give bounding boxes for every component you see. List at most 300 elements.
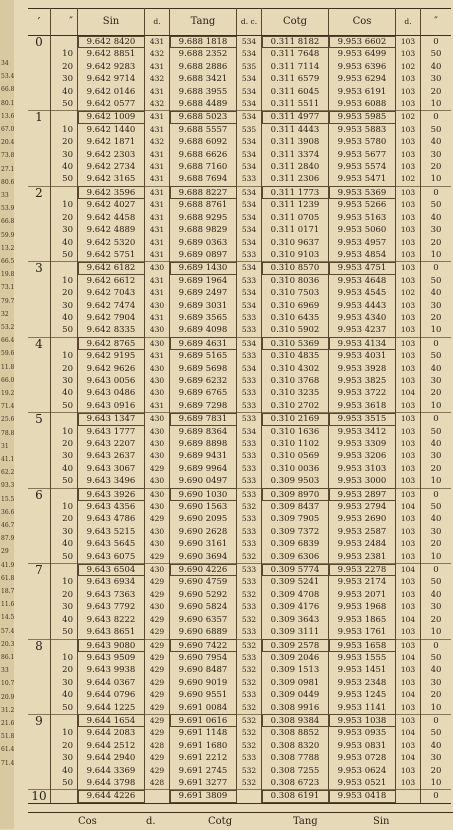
left-margin-strip xyxy=(0,0,14,829)
header-cotg: Cotg xyxy=(262,9,329,36)
row-cotg: 0.310 0036 xyxy=(262,463,329,475)
row-minute xyxy=(28,689,51,701)
row-cos: 9.953 2278 xyxy=(329,564,396,577)
row-d-sin: 429 xyxy=(145,765,170,777)
row-d-sin: 429 xyxy=(145,752,170,764)
row-right-seconds: 10 xyxy=(430,400,442,411)
row-seconds: 50 xyxy=(51,324,78,337)
row-d-sin: 429 xyxy=(145,689,170,701)
margin-fragment: 31 xyxy=(1,442,9,450)
row-minute: 3 xyxy=(28,262,51,275)
row-right-seconds: 50 xyxy=(430,728,442,739)
margin-fragment: 46.7 xyxy=(1,522,15,529)
row-sin: 9.642 4458 xyxy=(78,212,145,224)
table-row xyxy=(28,777,451,790)
row-cos: 9.953 0935 xyxy=(329,727,396,739)
margin-fragment: 80.1 xyxy=(1,99,15,107)
table-row xyxy=(28,526,451,538)
row-d-cos: 103 xyxy=(396,714,421,727)
margin-fragment: 53.9 xyxy=(1,205,15,213)
row-minute xyxy=(28,173,51,186)
row-sin: 9.642 1440 xyxy=(78,124,145,136)
row-dc: 534 xyxy=(237,199,262,211)
row-d-cos: 103 xyxy=(396,324,421,337)
row-tang: 9.689 6232 xyxy=(170,375,237,387)
row-cos: 9.953 3825 xyxy=(329,375,396,387)
row-cos: 9.953 5780 xyxy=(329,136,396,148)
row-minute xyxy=(28,702,51,715)
row-tang: 9.688 1818 xyxy=(170,36,237,49)
row-tang: 9.690 3161 xyxy=(170,538,237,550)
row-cotg: 0.309 8970 xyxy=(262,488,329,501)
table-row xyxy=(28,475,451,488)
row-d-sin: 430 xyxy=(145,300,170,312)
row-d-sin: 430 xyxy=(145,363,170,375)
row-d-cos: 104 xyxy=(396,564,421,577)
row-seconds: 50 xyxy=(51,551,78,564)
row-cotg: 0.310 4302 xyxy=(262,363,329,375)
row-d-sin: 430 xyxy=(145,501,170,513)
row-d-cos: 102 xyxy=(396,111,421,124)
row-d-cos: 103 xyxy=(396,639,421,652)
table-row xyxy=(28,324,451,337)
row-cotg: 0.311 1773 xyxy=(262,186,329,199)
row-d-cos: 103 xyxy=(396,124,421,136)
row-tang: 9.688 9829 xyxy=(170,224,237,236)
row-cotg: 0.310 3235 xyxy=(262,387,329,399)
table-row xyxy=(28,161,451,173)
margin-fragment: 13.2 xyxy=(1,244,15,252)
row-minute xyxy=(28,387,51,399)
margin-fragment: 33 xyxy=(1,192,9,199)
row-right-seconds: 0 xyxy=(421,714,452,727)
row-sin: 9.644 1654 xyxy=(78,714,145,727)
row-minute xyxy=(28,426,51,438)
row-sin: 9.643 8651 xyxy=(78,626,145,639)
row-cotg: 0.311 3908 xyxy=(262,136,329,148)
row-sin: 9.642 9283 xyxy=(78,61,145,73)
row-d-cos xyxy=(396,790,421,803)
row-dc: 532 xyxy=(237,551,262,564)
row-sin: 9.643 2207 xyxy=(78,438,145,450)
row-cos: 9.953 4134 xyxy=(329,337,396,350)
row-right-seconds: 40 xyxy=(430,137,442,148)
row-minute xyxy=(28,249,51,262)
row-cotg: 0.308 7255 xyxy=(262,765,329,777)
row-minute: 10 xyxy=(28,790,51,803)
row-tang: 9.689 4098 xyxy=(170,324,237,337)
table-row xyxy=(28,400,451,413)
row-right-seconds: 30 xyxy=(430,149,442,160)
row-right-seconds: 40 xyxy=(430,665,442,676)
row-cotg: 0.311 0705 xyxy=(262,212,329,224)
row-cotg: 0.311 4977 xyxy=(262,111,329,124)
table-row xyxy=(28,86,451,98)
row-d-cos: 103 xyxy=(396,702,421,715)
row-right-seconds: 50 xyxy=(430,577,442,588)
row-cotg: 0.311 0171 xyxy=(262,224,329,236)
margin-fragment: 79.7 xyxy=(1,297,15,305)
row-cos: 9.953 4237 xyxy=(329,324,396,337)
row-right-seconds: 20 xyxy=(430,539,442,550)
row-d-cos: 104 xyxy=(396,387,421,399)
row-dc: 532 xyxy=(237,777,262,790)
row-d-cos: 103 xyxy=(396,249,421,262)
row-minute xyxy=(28,287,51,299)
row-cotg: 0.310 6969 xyxy=(262,300,329,312)
row-sin: 9.643 9509 xyxy=(78,652,145,664)
row-right-seconds: 0 xyxy=(421,639,452,652)
row-cotg: 0.308 6191 xyxy=(262,790,329,803)
row-cos: 9.953 5677 xyxy=(329,149,396,161)
row-d-sin: 431 xyxy=(145,61,170,73)
margin-fragment: 19.2 xyxy=(1,390,15,397)
margin-fragment: 71.4 xyxy=(1,403,15,411)
table-row xyxy=(28,363,451,375)
row-d-cos: 104 xyxy=(396,614,421,626)
row-d-cos: 103 xyxy=(396,740,421,752)
row-cos: 9.953 6191 xyxy=(329,86,396,98)
table-row xyxy=(28,438,451,450)
row-dc: 532 xyxy=(237,614,262,626)
row-dc: 534 xyxy=(237,73,262,85)
row-right-seconds: 20 xyxy=(430,614,442,625)
row-d-sin: 431 xyxy=(145,199,170,211)
row-dc: 533 xyxy=(237,526,262,538)
row-cotg: 0.310 7503 xyxy=(262,287,329,299)
table-row xyxy=(28,677,451,689)
row-seconds: 50 xyxy=(51,777,78,790)
row-cotg: 0.310 2169 xyxy=(262,413,329,426)
footer-cotg: Cotg xyxy=(208,816,233,827)
margin-fragment: 20.9 xyxy=(1,693,15,701)
margin-fragment: 73.1 xyxy=(1,284,15,292)
row-cos: 9.953 6088 xyxy=(329,98,396,111)
table-row xyxy=(28,199,451,211)
row-tang: 9.691 0084 xyxy=(170,702,237,715)
row-d-sin: 431 xyxy=(145,275,170,287)
header-d-cos: d. xyxy=(396,9,421,36)
header-minutes: ′ xyxy=(28,9,51,36)
row-seconds: 40 xyxy=(51,538,78,550)
row-d-cos: 103 xyxy=(396,73,421,85)
row-tang: 9.690 7954 xyxy=(170,652,237,664)
row-d-cos: 103 xyxy=(396,237,421,249)
row-minute xyxy=(28,551,51,564)
row-d-cos: 103 xyxy=(396,551,421,564)
row-seconds: 20 xyxy=(51,438,78,450)
row-sin: 9.642 0577 xyxy=(78,98,145,111)
row-cotg: 0.311 8182 xyxy=(262,36,329,49)
row-tang: 9.690 6889 xyxy=(170,626,237,639)
row-sin: 9.642 9714 xyxy=(78,73,145,85)
row-cotg: 0.310 0569 xyxy=(262,450,329,462)
row-cotg: 0.309 9503 xyxy=(262,475,329,488)
row-sin: 9.643 3496 xyxy=(78,475,145,488)
row-d-cos: 103 xyxy=(396,438,421,450)
row-seconds: 40 xyxy=(51,614,78,626)
row-dc: 534 xyxy=(237,337,262,350)
row-d-cos: 104 xyxy=(396,689,421,701)
row-cotg: 0.311 7114 xyxy=(262,61,329,73)
row-minute xyxy=(28,400,51,413)
margin-fragment: 20.4 xyxy=(1,139,15,147)
row-tang: 9.688 8761 xyxy=(170,199,237,211)
row-dc: 533 xyxy=(237,438,262,450)
row-seconds: 10 xyxy=(51,275,78,287)
row-dc: 533 xyxy=(237,601,262,613)
table-row xyxy=(28,61,451,73)
row-seconds: 40 xyxy=(51,237,78,249)
margin-fragment: 73.8 xyxy=(1,152,15,160)
row-sin: 9.642 7043 xyxy=(78,287,145,299)
row-tang: 9.688 2886 xyxy=(170,61,237,73)
row-cos: 9.953 4648 xyxy=(329,275,396,287)
row-right-seconds: 20 xyxy=(430,86,442,97)
row-sin: 9.644 2512 xyxy=(78,740,145,752)
row-tang: 9.690 5824 xyxy=(170,601,237,613)
row-right-seconds: 40 xyxy=(430,61,442,72)
row-right-seconds: 0 xyxy=(421,488,452,501)
row-tang: 9.691 1148 xyxy=(170,727,237,739)
row-d-sin: 431 xyxy=(145,312,170,324)
row-seconds: 50 xyxy=(51,173,78,186)
row-right-seconds: 50 xyxy=(430,426,442,437)
row-tang: 9.688 8227 xyxy=(170,186,237,199)
row-dc: 534 xyxy=(237,136,262,148)
row-dc: 535 xyxy=(237,61,262,73)
row-dc: 533 xyxy=(237,173,262,186)
row-d-sin: 428 xyxy=(145,777,170,790)
row-d-cos: 103 xyxy=(396,350,421,362)
row-dc: 535 xyxy=(237,124,262,136)
table-row xyxy=(28,287,451,299)
row-right-seconds: 50 xyxy=(430,124,442,135)
header-sin: Sin xyxy=(78,9,145,36)
row-cos: 9.953 2071 xyxy=(329,589,396,601)
table-row-minute xyxy=(28,413,451,426)
row-seconds: 50 xyxy=(51,400,78,413)
row-dc: 534 xyxy=(237,224,262,236)
row-dc: 533 xyxy=(237,400,262,413)
row-d-cos: 103 xyxy=(396,262,421,275)
row-seconds: 40 xyxy=(51,312,78,324)
margin-fragment: 13.6 xyxy=(1,112,15,120)
row-d-sin: 432 xyxy=(145,136,170,148)
row-dc: 534 xyxy=(237,149,262,161)
margin-fragment: 34 xyxy=(1,60,9,67)
row-sin: 9.643 4786 xyxy=(78,513,145,525)
row-right-seconds: 40 xyxy=(430,212,442,223)
table-row xyxy=(28,538,451,550)
row-d-sin: 429 xyxy=(145,652,170,664)
margin-fragment: 71.4 xyxy=(1,759,15,767)
row-right-seconds: 10 xyxy=(430,551,442,562)
row-tang: 9.690 1563 xyxy=(170,501,237,513)
row-cos: 9.953 2484 xyxy=(329,538,396,550)
row-cotg: 0.311 7648 xyxy=(262,48,329,60)
row-minute xyxy=(28,237,51,249)
margin-fragment: 21.6 xyxy=(1,720,15,727)
table-row xyxy=(28,387,451,399)
footer-tang: Tang xyxy=(293,816,318,827)
row-d-sin: 429 xyxy=(145,677,170,689)
margin-fragment: 78.8 xyxy=(1,429,15,437)
row-tang: 9.690 2095 xyxy=(170,513,237,525)
row-minute: 0 xyxy=(28,36,51,49)
row-sin: 9.642 8765 xyxy=(78,337,145,350)
row-tang: 9.688 6092 xyxy=(170,136,237,148)
margin-fragment: 32 xyxy=(1,310,9,318)
header-dc: d. c. xyxy=(237,9,262,36)
row-minute: 9 xyxy=(28,714,51,727)
row-minute xyxy=(28,324,51,337)
row-right-seconds: 30 xyxy=(430,300,442,311)
row-minute xyxy=(28,375,51,387)
row-d-sin: 429 xyxy=(145,639,170,652)
row-dc: 532 xyxy=(237,714,262,727)
row-seconds: 10 xyxy=(51,124,78,136)
margin-fragment: 66.5 xyxy=(1,258,15,265)
row-d-sin: 430 xyxy=(145,450,170,462)
row-dc: 532 xyxy=(237,589,262,601)
row-seconds: 30 xyxy=(51,450,78,462)
row-cotg: 0.309 0981 xyxy=(262,677,329,689)
row-seconds: 30 xyxy=(51,149,78,161)
row-minute xyxy=(28,275,51,287)
row-seconds: 30 xyxy=(51,300,78,312)
row-d-sin: 431 xyxy=(145,86,170,98)
margin-fragment: 41.1 xyxy=(1,456,15,463)
row-sin: 9.643 1777 xyxy=(78,426,145,438)
row-right-seconds: 40 xyxy=(430,589,442,600)
row-d-sin: 431 xyxy=(145,212,170,224)
row-d-sin: 430 xyxy=(145,438,170,450)
row-cos: 9.953 1555 xyxy=(329,652,396,664)
row-right-seconds: 20 xyxy=(430,690,442,701)
table-row xyxy=(28,149,451,161)
row-d-cos: 103 xyxy=(396,777,421,790)
row-right-seconds: 30 xyxy=(430,677,442,688)
row-seconds: 40 xyxy=(51,765,78,777)
row-right-seconds: 10 xyxy=(430,702,442,713)
row-dc: 533 xyxy=(237,626,262,639)
row-minute: 2 xyxy=(28,186,51,199)
row-d-sin: 430 xyxy=(145,475,170,488)
row-minute xyxy=(28,86,51,98)
row-d-cos: 104 xyxy=(396,652,421,664)
row-sin: 9.644 3798 xyxy=(78,777,145,790)
row-minute xyxy=(28,312,51,324)
row-seconds: 30 xyxy=(51,677,78,689)
row-cotg: 0.311 6045 xyxy=(262,86,329,98)
row-d-cos: 103 xyxy=(396,98,421,111)
row-right-seconds: 10 xyxy=(430,476,442,487)
row-dc: 533 xyxy=(237,752,262,764)
row-tang: 9.689 6765 xyxy=(170,387,237,399)
row-cos: 9.953 2174 xyxy=(329,576,396,588)
row-cos: 9.953 6294 xyxy=(329,73,396,85)
row-seconds: 20 xyxy=(51,61,78,73)
row-cos: 9.953 4340 xyxy=(329,312,396,324)
row-d-cos: 103 xyxy=(396,86,421,98)
row-cos: 9.953 2348 xyxy=(329,677,396,689)
table-row xyxy=(28,136,451,148)
row-cos: 9.953 2587 xyxy=(329,526,396,538)
row-d-cos: 103 xyxy=(396,450,421,462)
row-d-cos: 103 xyxy=(396,463,421,475)
table-row xyxy=(28,589,451,601)
row-minute xyxy=(28,652,51,664)
table-row-minute xyxy=(28,639,451,652)
table-row xyxy=(28,212,451,224)
row-sin: 9.643 6934 xyxy=(78,576,145,588)
row-dc: 532 xyxy=(237,727,262,739)
table-row xyxy=(28,224,451,236)
row-tang: 9.691 3277 xyxy=(170,777,237,790)
row-sin: 9.642 1871 xyxy=(78,136,145,148)
table-row xyxy=(28,249,451,262)
row-cotg: 0.310 4835 xyxy=(262,350,329,362)
row-cos: 9.953 5883 xyxy=(329,124,396,136)
row-d-cos: 103 xyxy=(396,765,421,777)
row-minute xyxy=(28,124,51,136)
row-d-sin: 431 xyxy=(145,161,170,173)
row-minute xyxy=(28,73,51,85)
row-minute xyxy=(28,576,51,588)
row-right-seconds: 30 xyxy=(430,451,442,462)
row-right-seconds: 30 xyxy=(430,225,442,236)
footer-d: d. xyxy=(146,816,156,827)
row-cos: 9.953 3618 xyxy=(329,400,396,413)
row-d-sin: 432 xyxy=(145,98,170,111)
row-cotg: 0.310 1102 xyxy=(262,438,329,450)
row-right-seconds: 10 xyxy=(430,325,442,336)
row-cotg: 0.310 5902 xyxy=(262,324,329,337)
row-right-seconds: 20 xyxy=(430,765,442,776)
row-seconds: 30 xyxy=(51,601,78,613)
row-dc: 533 xyxy=(237,312,262,324)
table-row-minute xyxy=(28,36,451,49)
row-seconds: 20 xyxy=(51,589,78,601)
row-seconds: 10 xyxy=(51,576,78,588)
row-d-cos: 103 xyxy=(396,677,421,689)
row-d-cos: 103 xyxy=(396,375,421,387)
row-d-cos: 103 xyxy=(396,413,421,426)
row-d-sin: 431 xyxy=(145,124,170,136)
row-d-sin: 431 xyxy=(145,287,170,299)
row-cos: 9.953 1968 xyxy=(329,601,396,613)
row-sin: 9.642 7904 xyxy=(78,312,145,324)
row-dc: 533 xyxy=(237,475,262,488)
table-row xyxy=(28,312,451,324)
row-cos: 9.953 5163 xyxy=(329,212,396,224)
row-seconds: 50 xyxy=(51,702,78,715)
row-tang: 9.690 1030 xyxy=(170,488,237,501)
row-right-seconds: 30 xyxy=(430,375,442,386)
row-cos: 9.953 1451 xyxy=(329,664,396,676)
row-tang: 9.688 9295 xyxy=(170,212,237,224)
row-dc: 533 xyxy=(237,463,262,475)
row-d-sin: 432 xyxy=(145,48,170,60)
row-seconds xyxy=(51,111,78,124)
row-tang: 9.690 0497 xyxy=(170,475,237,488)
table-row xyxy=(28,727,451,739)
row-dc: 534 xyxy=(237,363,262,375)
row-minute: 6 xyxy=(28,488,51,501)
row-seconds: 40 xyxy=(51,161,78,173)
row-seconds: 40 xyxy=(51,689,78,701)
